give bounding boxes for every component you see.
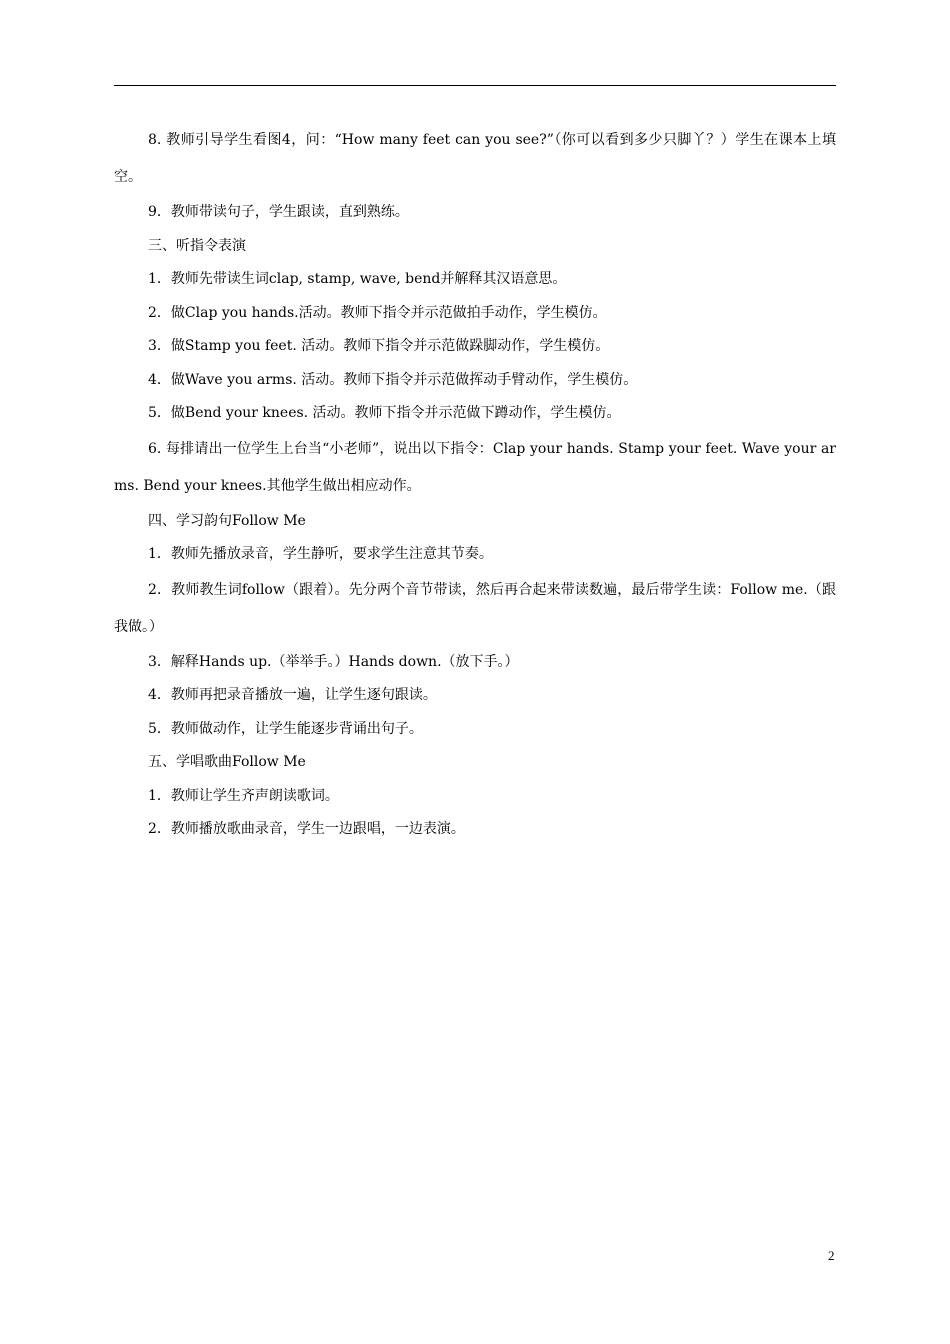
header-rule — [114, 85, 836, 86]
paragraph-s3-step-4: 4．做Wave you arms. 活动。教师下指令并示范做挥动手臂动作，学生模仿。 — [148, 371, 638, 388]
paragraph-s5-step-2: 2．教师播放歌曲录音，学生一边跟唱，一边表演。 — [148, 821, 465, 837]
paragraph-s4-step-1: 1．教师先播放录音，学生静听，要求学生注意其节奏。 — [148, 546, 493, 562]
paragraph-s4-step-4: 4．教师再把录音播放一遍，让学生逐句跟读。 — [148, 687, 437, 703]
paragraph-s5-step-1: 1．教师让学生齐声朗读歌词。 — [148, 787, 339, 804]
paragraph-s4-step-3: 3．解释Hands up.（举举手。）Hands down.（放下手。） — [148, 653, 519, 670]
paragraph-step-9: 9．教师带读句子，学生跟读，直到熟练。 — [148, 204, 409, 220]
paragraph-s3-step-1: 1．教师先带读生词clap, stamp, wave, bend并解释其汉语意思。 — [148, 271, 567, 287]
document-body — [114, 122, 836, 847]
page-number: 2 — [828, 1248, 835, 1263]
paragraph-s4-step-2: 2．教师教生词follow（跟着）。先分两个音节带读，然后再合起来带读数遍，最后带学生读：Follow me.（跟我做。） — [114, 581, 836, 635]
paragraph-s4-step-5: 5．教师做动作，让学生能逐步背诵出句子。 — [148, 720, 423, 737]
paragraph-s3-step-5: 5．做Bend your knees. 活动。教师下指令并示范做下蹲动作，学生模仿。 — [148, 405, 621, 421]
paragraph-step-8: 8. 教师引导学生看图4，问：“How many feet can you see?”（你可以看到多少只脚丫？）学生在课本上填空。 — [114, 132, 836, 185]
section-heading-4: 四、学习韵句Follow Me — [148, 512, 306, 529]
paragraph-s3-step-6: 6. 每排请出一位学生上台当“小老师”，说出以下指令：Clap your hands. Stamp your feet. Wave your arms. Bend your knees.其他学生做出相应动作。 — [114, 440, 836, 494]
section-heading-5: 五、学唱歌曲Follow Me — [148, 754, 306, 770]
paragraph-s3-step-3: 3．做Stamp you feet. 活动。教师下指令并示范做跺脚动作，学生模仿。 — [148, 338, 610, 354]
paragraph-s3-step-2: 2．做Clap you hands.活动。教师下指令并示范做拍手动作，学生模仿。 — [148, 304, 607, 321]
section-heading-3: 三、听指令表演 — [148, 237, 246, 254]
